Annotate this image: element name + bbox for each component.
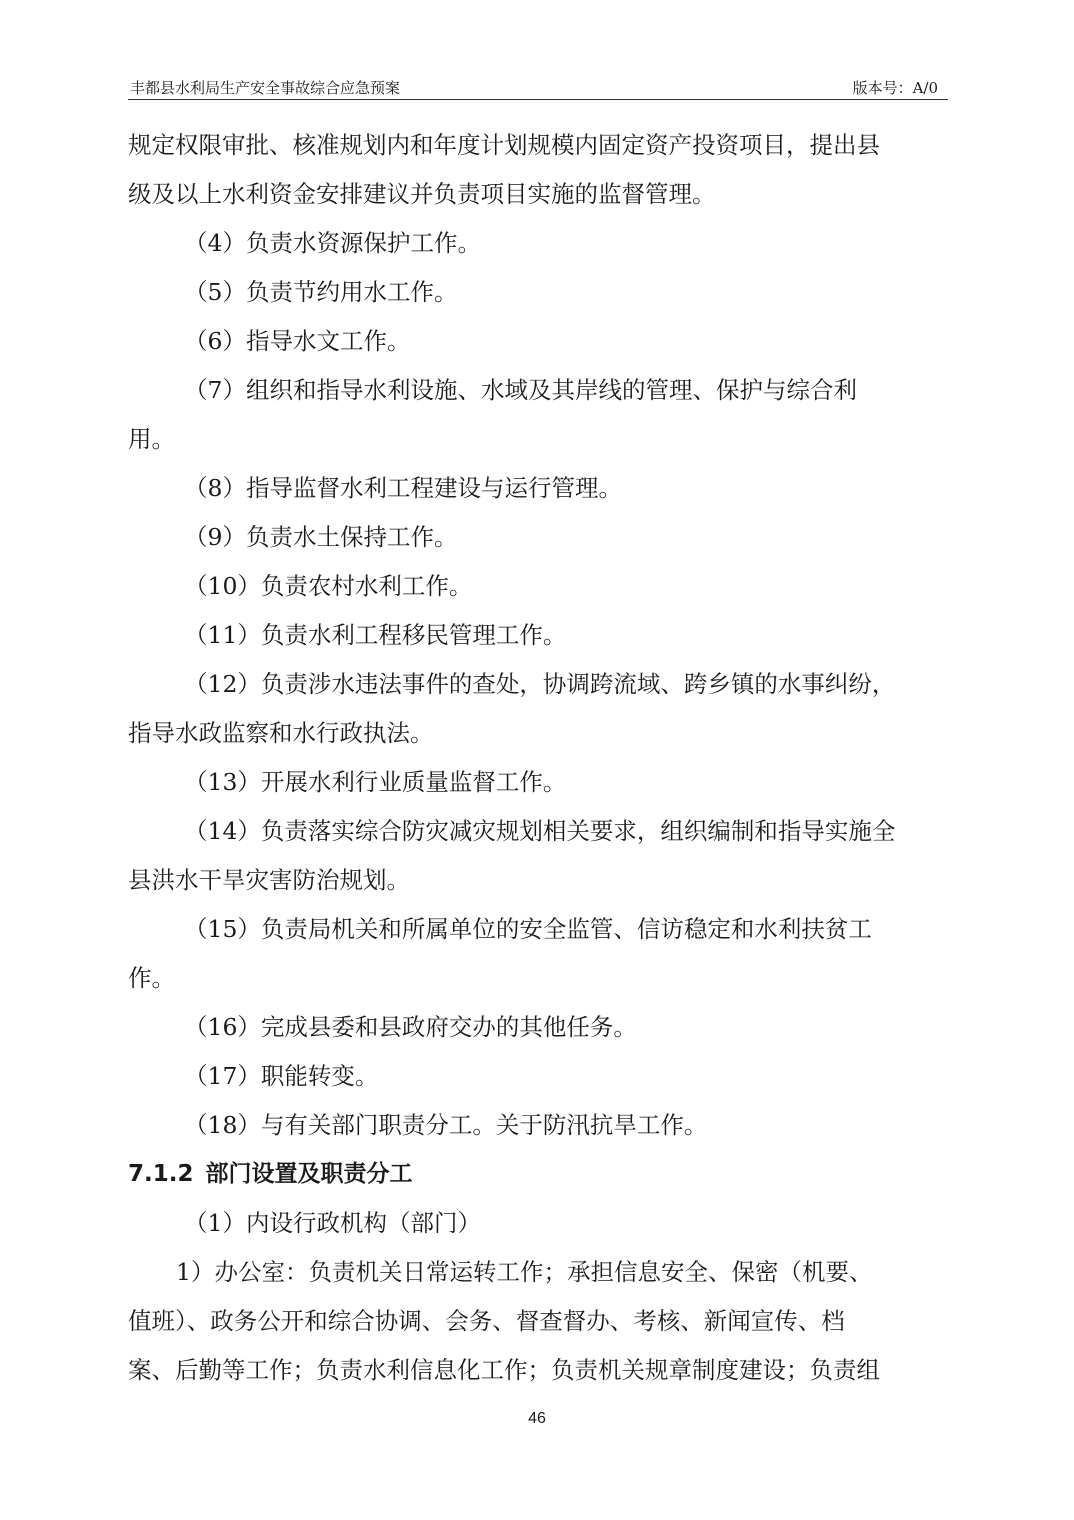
paragraph-line: 级及以上水利资金安排建议并负责项目实施的监督管理。 [128, 180, 716, 208]
section-number: 7.1.2 [128, 1161, 194, 1187]
list-item: （15）负责局机关和所属单位的安全监管、信访稳定和水利扶贫工 [184, 915, 872, 943]
list-item: （16）完成县委和县政府交办的其他任务。 [184, 1013, 637, 1041]
paragraph-line: 指导水政监察和水行政执法。 [128, 719, 434, 747]
list-item: （9）负责水土保持工作。 [184, 523, 458, 551]
page-number: 46 [528, 1410, 546, 1427]
list-item: （13）开展水利行业质量监督工作。 [184, 768, 567, 796]
list-item: （10）负责农村水利工作。 [184, 572, 473, 600]
version-label: 版本号：A/0 [852, 79, 938, 97]
page-header [128, 79, 948, 100]
paragraph-line: 规定权限审批、核准规划内和年度计划规模内固定资产投资项目，提出县 [128, 131, 880, 159]
list-item: （4）负责水资源保护工作。 [184, 229, 481, 257]
document-body [128, 125, 940, 1399]
paragraph-line: 作。 [128, 964, 175, 992]
list-item: （14）负责落实综合防灾减灾规划相关要求，组织编制和指导实施全 [184, 817, 896, 845]
document-title: 丰都县水利局生产安全事故综合应急预案 [130, 79, 401, 97]
paragraph-line: 县洪水干旱灾害防治规划。 [128, 866, 410, 894]
section-heading [128, 1154, 940, 1203]
list-item: （1）内设行政机构（部门） [184, 1209, 481, 1237]
list-item: （5）负责节约用水工作。 [184, 278, 458, 306]
list-item: （17）职能转变。 [184, 1062, 379, 1090]
list-item: （18）与有关部门职责分工。关于防汛抗旱工作。 [184, 1111, 708, 1139]
list-item: 1）办公室：负责机关日常运转工作；承担信息安全、保密（机要、 [176, 1258, 873, 1286]
paragraph-line: 用。 [128, 425, 175, 453]
list-item: （11）负责水利工程移民管理工作。 [184, 621, 567, 649]
section-title: 部门设置及职责分工 [205, 1161, 413, 1187]
list-item: （7）组织和指导水利设施、水域及其岸线的管理、保护与综合利 [184, 376, 857, 404]
list-item: （6）指导水文工作。 [184, 327, 411, 355]
paragraph-line: 值班）、政务公开和综合协调、会务、督查督办、考核、新闻宣传、档 [128, 1307, 845, 1335]
list-item: （12）负责涉水违法事件的查处，协调跨流域、跨乡镇的水事纠纷， [184, 670, 896, 698]
list-item: （8）指导监督水利工程建设与运行管理。 [184, 474, 622, 502]
paragraph-line: 案、后勤等工作；负责水利信息化工作；负责机关规章制度建设；负责组 [128, 1356, 880, 1384]
